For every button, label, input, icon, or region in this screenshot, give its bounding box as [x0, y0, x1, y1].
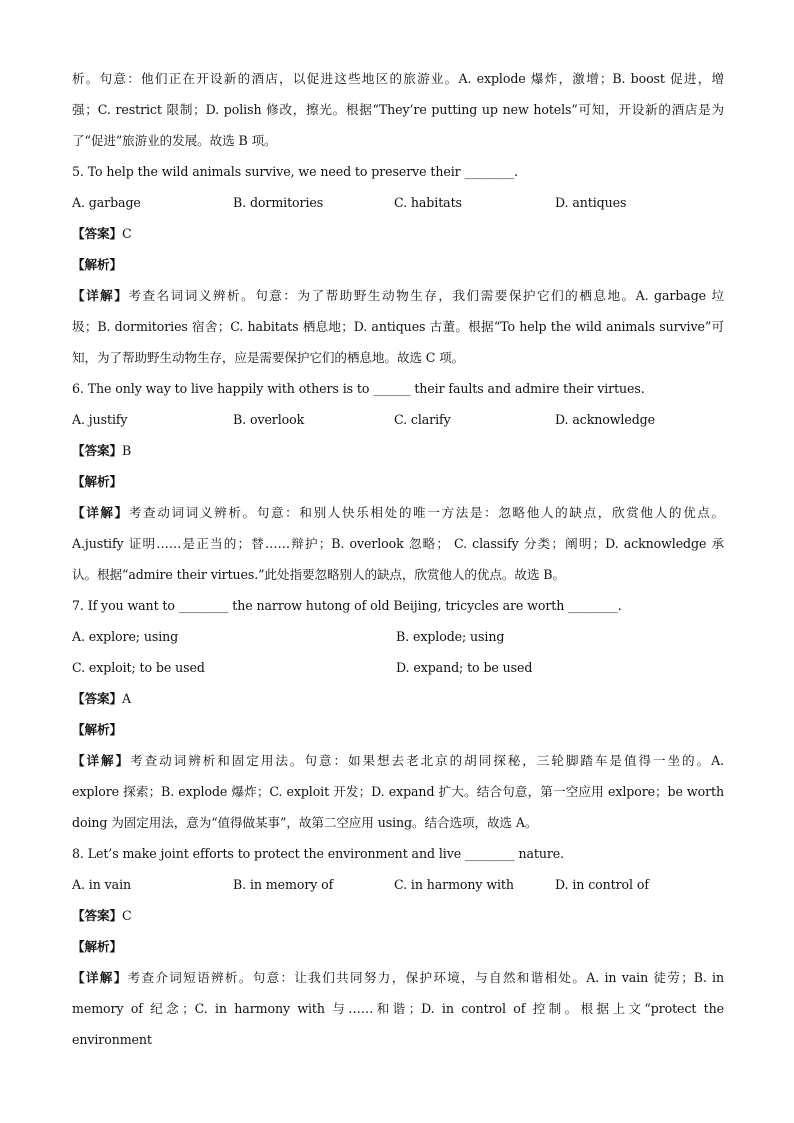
detail-line: explore 探索；B. explode 爆炸；C. exploit 开发；D. expand 扩大。结合句意，第一空应用 exlpore；be worth [72, 784, 724, 799]
analysis-line [72, 466, 724, 497]
option-a: A. garbage [72, 195, 141, 210]
question-stem: 8. Let’s make joint efforts to protect the environment and live ________ nature. [72, 846, 565, 861]
answer-label: 【答案】 [72, 226, 122, 241]
analysis-line [72, 249, 724, 280]
option-c: C. habitats [394, 195, 462, 210]
option-b: B. overlook [233, 412, 305, 427]
option-d: D. antiques [555, 195, 627, 210]
detail-line: 认。根据“admire their virtues.”此处指要忽略别人的缺点，欣赏他人的优点。故选 B。 [72, 567, 565, 582]
detail-line: 圾；B. dormitories 宿舍；C. habitats 栖息地；D. antiques 古董。根据“To help the wild animals survive”可 [72, 319, 724, 334]
detail-line [72, 962, 724, 993]
option-c: C. in harmony with [394, 877, 514, 892]
detail-text: 考查动词辨析和固定用法。句意：如果想去老北京的胡同探秘，三轮脚踏车是值得一坐的。A. [130, 753, 724, 768]
text-line: 了“促进”旅游业的发展。故选 B 项。 [72, 133, 277, 148]
text-line: 强；C. restrict 限制；D. polish 修改，擦光。根据“They’re putting up new hotels”可知，开设新的酒店是为 [72, 102, 724, 117]
answer-line [72, 683, 724, 714]
option-c: C. exploit; to be used [72, 660, 205, 675]
answer-label: 【答案】 [72, 691, 122, 706]
detail-label: 【详解】 [72, 505, 129, 520]
analysis-label: 【解析】 [72, 257, 122, 272]
answer-value: C [121, 226, 132, 241]
option-a: A. in vain [72, 877, 132, 892]
options-row [72, 869, 724, 900]
document-page [72, 63, 724, 1047]
option-b: B. in memory of [233, 877, 334, 892]
analysis-line [72, 714, 724, 745]
detail-line: A.justify 证明……是正当的；替……辩护；B. overlook 忽略； C. classify 分类；阐明；D. acknowledge 承 [72, 536, 724, 551]
analysis-label: 【解析】 [72, 722, 122, 737]
answer-value: A [121, 691, 131, 706]
detail-text: 考查介词短语辨析。句意：让我们共同努力，保护环境，与自然和谐相处。A. in vain 徒劳；B. in [127, 970, 724, 985]
detail-line [72, 280, 724, 311]
detail-label: 【详解】 [72, 970, 128, 985]
option-a: A. justify [72, 412, 128, 427]
detail-label: 【详解】 [72, 753, 131, 768]
answer-label: 【答案】 [72, 908, 122, 923]
options-row [72, 652, 724, 683]
answer-line [72, 218, 724, 249]
option-d: D. expand; to be used [396, 660, 533, 675]
options-row [72, 621, 724, 652]
options-row [72, 404, 724, 435]
detail-line [72, 497, 724, 528]
option-d: D. in control of [555, 877, 649, 892]
option-c: C. clarify [394, 412, 451, 427]
answer-label: 【答案】 [72, 443, 122, 458]
options-row [72, 187, 724, 218]
option-d: D. acknowledge [555, 412, 655, 427]
question-stem: 6. The only way to live happily with others is to ______ their faults and admire their virtues. [72, 381, 645, 396]
option-b: B. dormitories [233, 195, 324, 210]
analysis-label: 【解析】 [72, 939, 122, 954]
detail-line: 知，为了帮助野生动物生存，应是需要保护它们的栖息地。故选 C 项。 [72, 350, 465, 365]
detail-line [72, 745, 724, 776]
detail-line: memory of 纪念；C. in harmony with 与……和谐；D. in control of 控制。根据上文“protect the environment [72, 1001, 724, 1047]
answer-line [72, 435, 724, 466]
question-stem: 7. If you want to ________ the narrow hutong of old Beijing, tricycles are worth ________. [72, 598, 622, 613]
analysis-label: 【解析】 [72, 474, 122, 489]
option-b: B. explode; using [396, 629, 505, 644]
option-a: A. explore; using [72, 629, 179, 644]
detail-label: 【详解】 [72, 288, 129, 303]
answer-value: C [121, 908, 132, 923]
text-line: 析。句意：他们正在开设新的酒店，以促进这些地区的旅游业。A. explode 爆炸，激增；B. boost 促进，增 [72, 71, 724, 86]
detail-text: 考查动词词义辨析。句意：和别人快乐相处的唯一方法是：忽略他人的缺点，欣赏他人的优点。 [128, 505, 724, 520]
answer-line [72, 900, 724, 931]
answer-value: B [121, 443, 132, 458]
analysis-line [72, 931, 724, 962]
detail-text: 考查名词词义辨析。句意：为了帮助野生动物生存，我们需要保护它们的栖息地。A. garbage 垃 [128, 288, 724, 303]
question-stem: 5. To help the wild animals survive, we need to preserve their ________. [72, 164, 518, 179]
detail-line: doing 为固定用法，意为“值得做某事”，故第二空应用 using。结合选项，故选 A。 [72, 815, 538, 830]
